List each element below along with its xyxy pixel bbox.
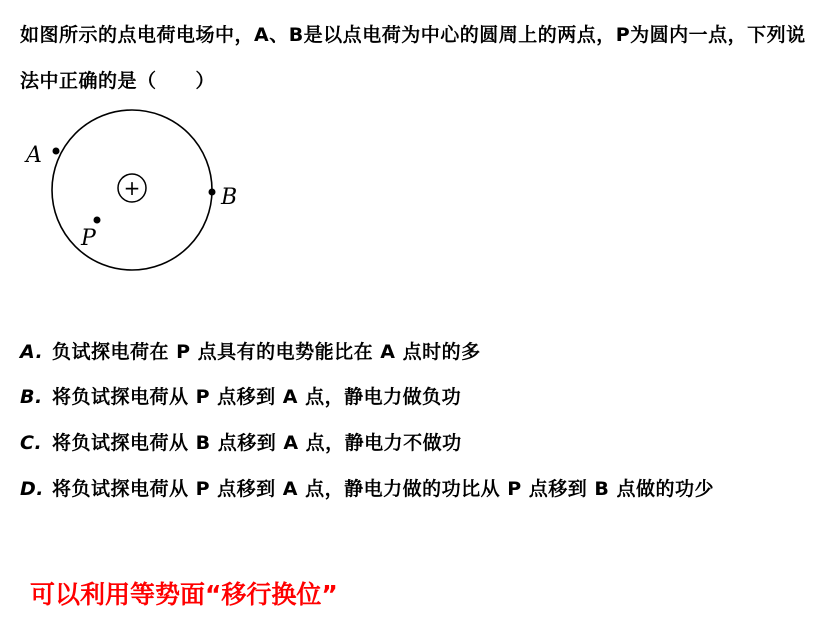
option-a-letter: A. — [20, 341, 44, 363]
point-charge-field-diagram — [18, 108, 248, 283]
option-a[interactable] — [20, 337, 481, 364]
option-c-letter: C. — [20, 432, 43, 454]
option-d[interactable] — [20, 474, 714, 501]
point-b-dot — [209, 189, 216, 196]
point-a-dot — [53, 148, 60, 155]
point-b-label: B — [221, 185, 238, 210]
option-b[interactable] — [20, 382, 461, 409]
option-c-text: 将负试探电荷从 B 点移到 A 点，静电力不做功 — [52, 432, 462, 454]
question-text: 如图所示的点电荷电场中，A、B是以点电荷为中心的圆周上的两点，P为圆内一点，下列说法中正确的是（ ） — [20, 24, 806, 92]
option-b-letter: B. — [20, 386, 43, 408]
charge-sign: + — [123, 176, 141, 200]
hint-text: 可以利用等势面“移行换位” — [30, 580, 338, 609]
point-a-label: A — [26, 143, 42, 168]
option-d-text: 将负试探电荷从 P 点移到 A 点，静电力做的功比从 P 点移到 B 点做的功少 — [52, 478, 714, 500]
option-c[interactable] — [20, 428, 462, 455]
option-a-text: 负试探电荷在 P 点具有的电势能比在 A 点时的多 — [52, 341, 481, 363]
point-p-dot — [94, 217, 101, 224]
option-d-letter: D. — [20, 478, 44, 500]
option-b-text: 将负试探电荷从 P 点移到 A 点，静电力做负功 — [52, 386, 462, 408]
point-p-label: P — [81, 226, 96, 251]
